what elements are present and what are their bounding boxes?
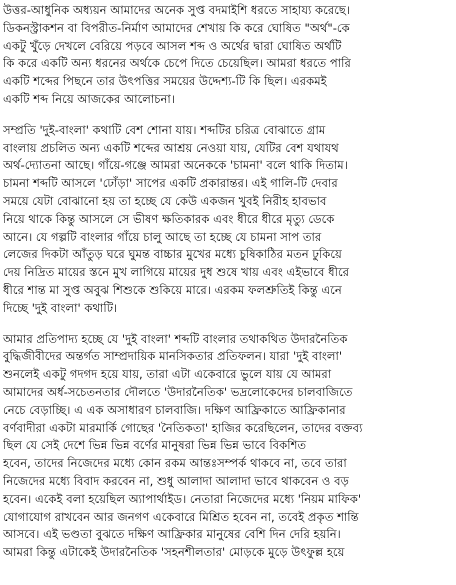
text-line: একটি শব্দ নিয়ে আজকের আলোচনা। <box>3 91 175 106</box>
text-line: আনে। যে গল্পটি বাংলার গাঁয়ে চালু আছে তা হচ্ছে যে চামনা সাপ তার <box>3 229 322 244</box>
text-line: একটু খুঁড়ে দেখলে বেরিয়ে পড়বে আসল শব্দ ও অর্থের দ্বারা ঘোষিত অর্থটি <box>3 38 342 53</box>
text-line: নেচে বেড়াচ্ছি। এ এক অসাধারণ চালবাজি। দক্ষিণ আফ্রিকাতে আফ্রিকানার <box>3 402 346 417</box>
text-line: লেজের দিকটা আঁতুড় ঘরে ঘুমন্ত বাচ্চার মুখের মধ্যে চুষিকাঠির মতন ঢুকিয়ে <box>3 247 342 262</box>
text-line: একটি শব্দের পিছনে তার উৎপত্তির সময়ের উদ্দেশ্য-টি কি ছিল। এরকমই <box>3 74 327 89</box>
text-line: দেয় নিদ্রিত মায়ের স্তনে মুখ লাগিয়ে মায়ের দুধ শুষে খায় এবং এইভাবে ধীরে <box>3 265 350 280</box>
text-line: নিয়ে থাকে কিন্তু আসলে সে ভীষণ ক্ষতিকারক এবং ধীরে ধীরে মৃত্যু ডেকে <box>3 211 335 226</box>
paragraph-gap <box>3 318 451 331</box>
text-line: নিজেদের মধ্যে বিবাদ করবেন না, শুধু আলাদা আলাদা ভাবে থাকবেন ও বড় <box>3 473 349 488</box>
text-line: দিচ্ছে 'দুই বাংলা' কথাটি। <box>3 300 118 315</box>
text-line: বাংলায় প্রচলিত অন্য একটি শব্দের আশ্রয় নেওয়া যায়, যেটির বেশ যথাযথ <box>3 140 339 155</box>
text-line: বর্ণবাদীরা একটা মারমার্কি গোছের 'নৈতিকতা' হাজির করেছিলেন, তাদের বক্তব্য <box>3 420 363 435</box>
text-line: ডিকনস্ট্রাকশন বা বিপরীত-নির্মাণ আমাদের শেখায় কি করে ঘোষিত "অর্থ"-কে <box>3 20 350 35</box>
text-line: ছিল যে সেই দেশে ভিন্ন ভিন্ন বর্ণের মানুষরা ভিন্ন ভিন্ন ভাবে বিকশিত <box>3 438 307 453</box>
text-line: আমরা কিন্তু এটাকেই উদারনৈতিক 'সহনশীলতার' মোড়কে মুড়ে উৎফুল্ল হয়ে <box>3 545 345 560</box>
text-line: অর্থ-দ্যোতনা আছে। গাঁয়ে-গঞ্জে আমরা অনেককে 'চামনা' বলে থাকি দিতাম। <box>3 158 348 173</box>
text-line: যোগাযোগ রাখবেন আর জনগণ একেবারে মিশ্রিত হবেন না, তবেই প্রকৃত শান্তি <box>3 509 359 524</box>
paragraph-two-bengals <box>3 331 451 562</box>
text-line: আসবে। এই ভণ্ডতা বুঝতে দক্ষিণ আফ্রিকার মানুষের বেশি দিন দেরি হয়নি। <box>3 527 341 542</box>
text-line: বুদ্ধিজীবীদের অন্তর্গত সাম্প্রদায়িক মানসিকতার প্রতিফলন। যারা 'দুই বাংলা' <box>3 349 343 364</box>
text-line: হবেন। একেই বলা হয়েছিল অ্যাপার্থাইড। নেতারা নিজেদের মধ্যে 'নিয়ম মাফিক' <box>3 491 362 506</box>
text-line: সম্প্রতি 'দুই-বাংলা' কথাটি বেশ শোনা যায়। শব্দটির চরিত্র বোঝাতে গ্রাম <box>3 122 326 137</box>
paragraph-gap <box>3 109 451 122</box>
text-line: কি করে একটি অন্য ধরনের অর্থকে চেপে দিতে চেয়েছিল। আমরা ধরতে পারি <box>3 56 351 71</box>
paragraph-chamna-snake <box>3 122 451 318</box>
text-line: শুনলেই একটু গদগদ হয়ে যায়, তারা এটা একেবারে ভুলে যায় যে আমরা <box>3 367 332 382</box>
text-line: সময়ে যেটা বোঝানো হয় তা হচ্ছে যে কেউ একজন খুবই নিরীহ হাবভাব <box>3 193 327 208</box>
text-line: ধীরে শান্ত মা সুপ্ত অবুঝ শিশুকে শুকিয়ে মারে। এরকম ফলশ্রুতিই কিন্তু এনে <box>3 282 342 297</box>
text-line: চামনা শব্দটি আসলে 'ঢোঁড়া' সাপের একটি প্রকারান্তর। এই গালি-টি দেবার <box>3 176 338 191</box>
text-line: হবেন, তাদের নিজেদের মধ্যে কোন রকম আন্তঃসম্পর্ক থাকবে না, তবে তারা <box>3 456 347 471</box>
text-line: আমাদের অর্ধ-সচেতনতার দৌলতে 'উদারনৈতিক' ভদ্রলোকেদের চালবাজিতে <box>3 384 353 399</box>
text-line: উত্তর-আধুনিক অধ্যয়ন আমাদের অনেক সুপ্ত বদমাইশি ধরতে সাহায্য করেছে। <box>3 3 351 17</box>
paragraph-postmodern-reading <box>3 2 451 109</box>
text-line: আমার প্রতিপাদ্য হচ্ছে যে 'দুই বাংলা' শব্দটি বাংলার তথাকথিত উদারনৈতিক <box>3 331 348 346</box>
